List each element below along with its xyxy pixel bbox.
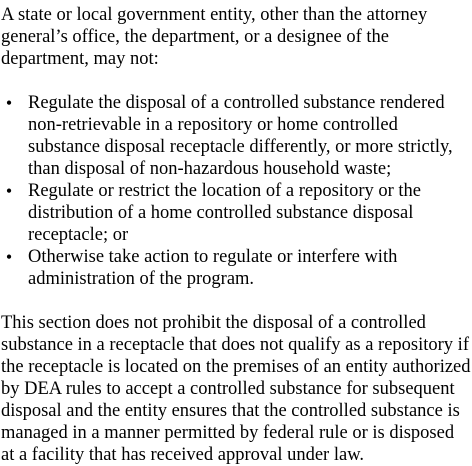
bullet-text: Regulate or restrict the location of a repository or the distribution of a home controlled substance disposal receptacle; or (28, 181, 421, 245)
list-item (1, 180, 471, 246)
bullet-text: Otherwise take action to regulate or interfere with administration of the program. (28, 247, 398, 289)
closing-paragraph: This section does not prohibit the disposal of a controlled substance in a receptacle that does not qualify as a repository if the receptacle is located on the premises of an entity authorized by DEA rules to accept a controlled substance for subsequent disposal and the entity ensures that the controlled substance is managed in a manner permitted by federal rule or is disposed at a facility that has received approval under law. (1, 313, 471, 465)
document-body (1, 0, 471, 466)
bullet-icon: • (5, 181, 13, 201)
bullet-list (1, 92, 471, 290)
bullet-icon: • (5, 93, 13, 113)
list-item (1, 246, 471, 290)
bullet-icon: • (5, 247, 13, 267)
intro-paragraph: A state or local government entity, other than the attorney general’s office, the department, or a designee of the department, may not: (1, 5, 428, 69)
bullet-text: Regulate the disposal of a controlled substance rendered non-retrievable in a repository or home controlled substance disposal receptacle differently, or more strictly, than disposal of non-hazardous household waste; (28, 93, 453, 179)
list-item (1, 92, 471, 180)
